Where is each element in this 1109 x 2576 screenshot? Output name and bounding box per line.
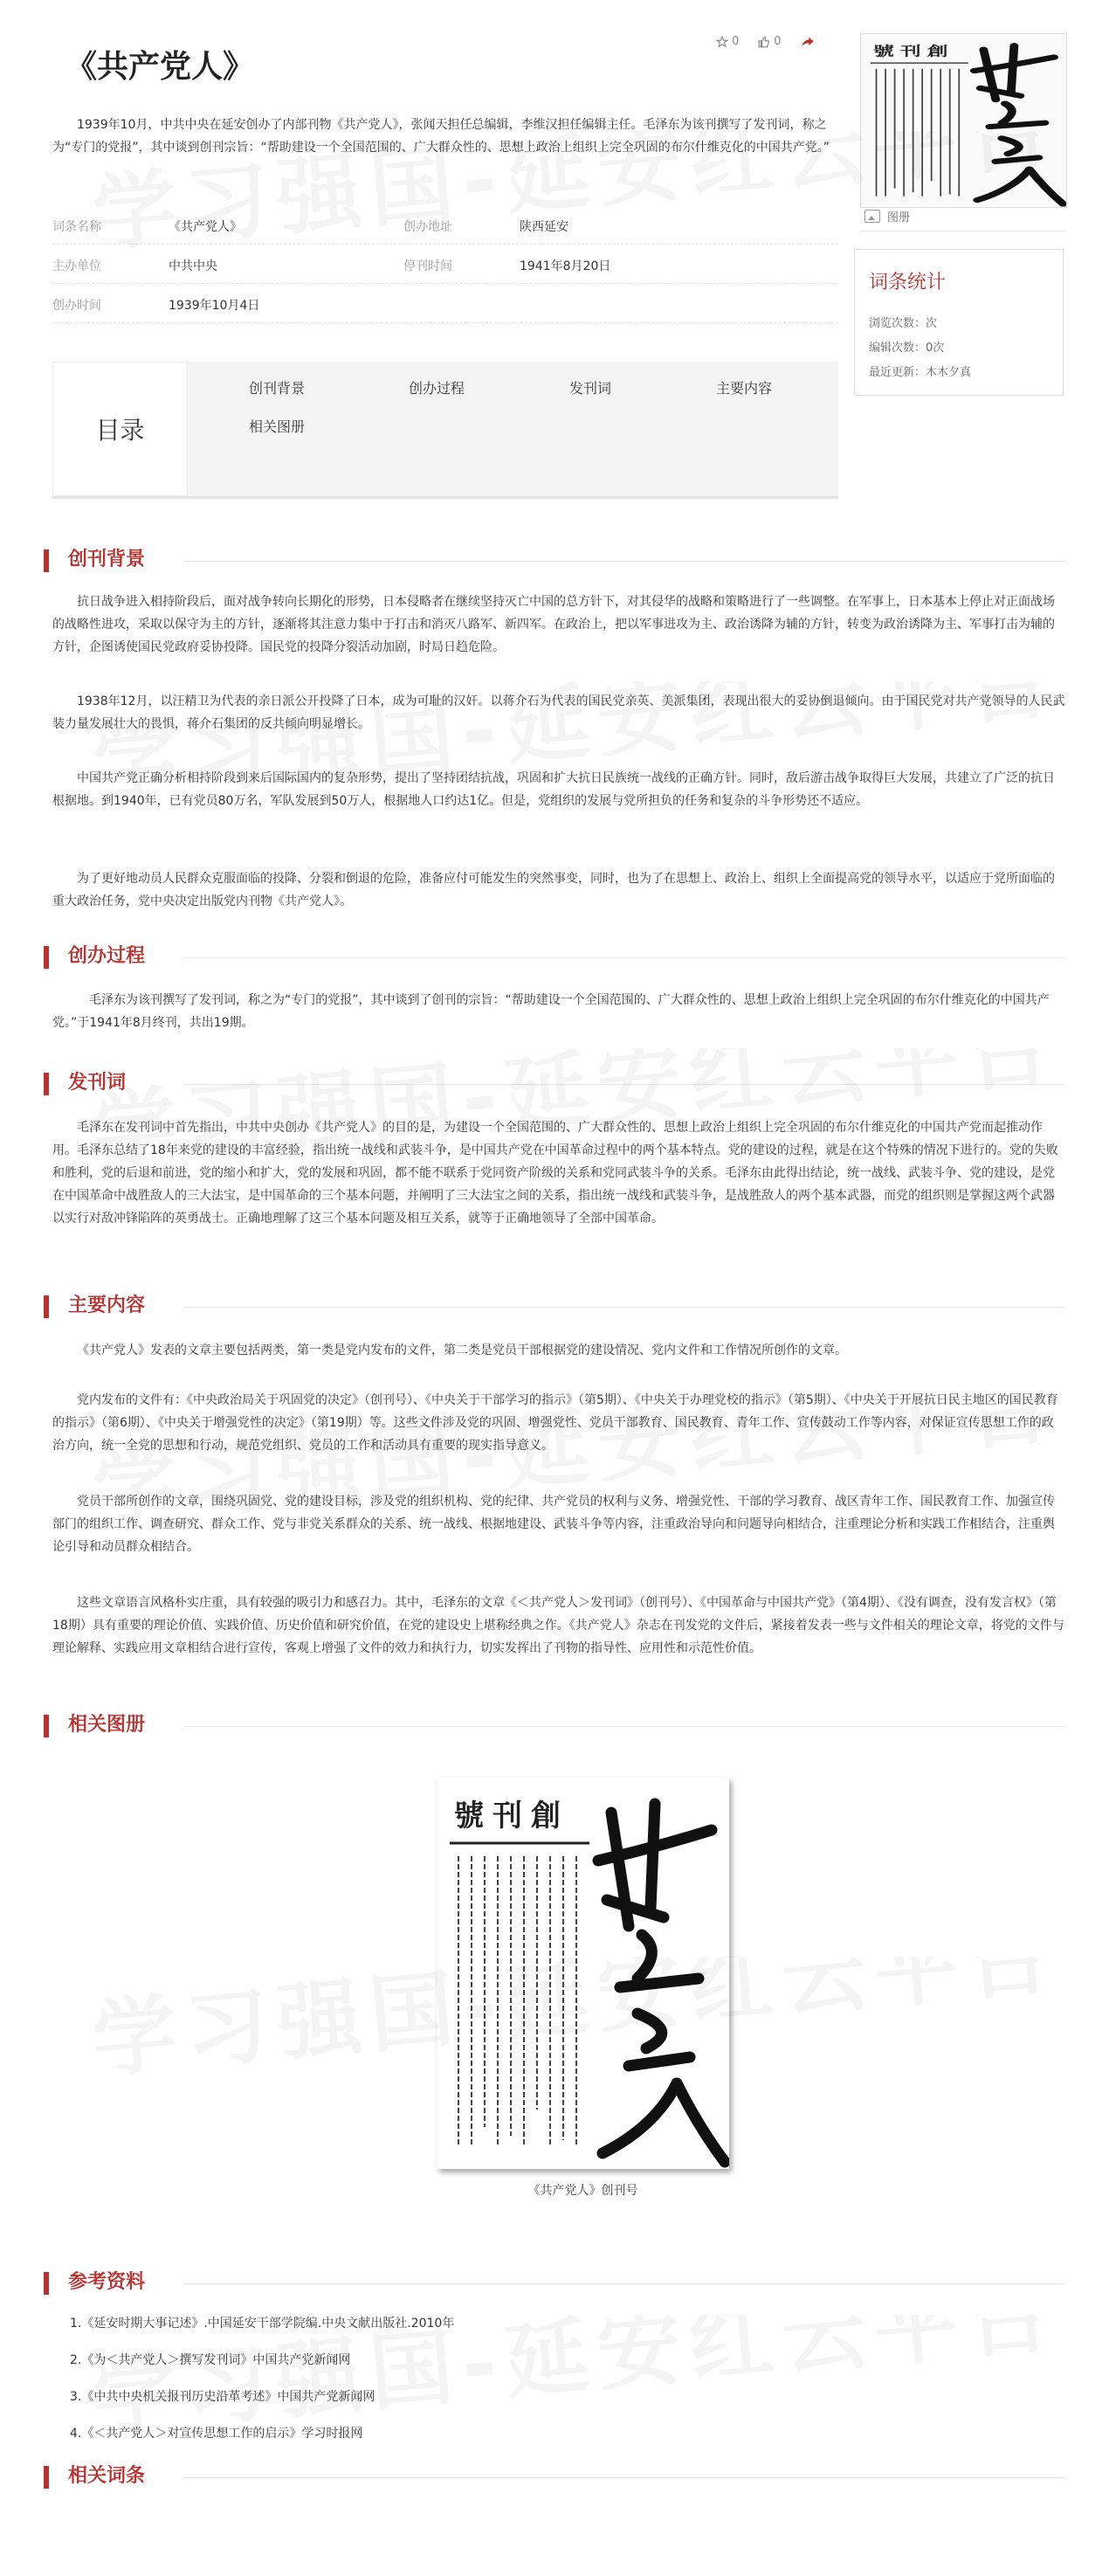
thumb-up-icon bbox=[758, 36, 770, 48]
section-heading-editorial bbox=[44, 1070, 1065, 1096]
section-heading-content bbox=[44, 1293, 1065, 1319]
share-icon bbox=[801, 36, 815, 48]
star-icon bbox=[716, 36, 728, 48]
edits-row bbox=[869, 336, 1049, 361]
section-title: 创刊背景 bbox=[68, 549, 146, 570]
info-value: 陕西延安 bbox=[520, 220, 568, 234]
share-button[interactable] bbox=[801, 36, 815, 48]
updated-label: 最近更新： bbox=[869, 366, 926, 379]
edits-value: 0次 bbox=[926, 342, 945, 355]
image-gallery-icon bbox=[864, 210, 880, 223]
section-heading-process bbox=[44, 943, 1065, 970]
views-row bbox=[869, 312, 1049, 336]
reference-item[interactable]: 1.《延安时期大事记述》.中国延安干部学院编.中央文献出版社.2010年 bbox=[70, 2317, 455, 2331]
views-value: 次 bbox=[926, 317, 938, 330]
entry-stats-panel bbox=[854, 249, 1064, 396]
gallery-image[interactable] bbox=[437, 1778, 729, 2169]
cover-image[interactable] bbox=[860, 33, 1067, 208]
info-value: 1939年10月4日 bbox=[169, 299, 260, 313]
views-label: 浏览次数： bbox=[869, 317, 926, 330]
info-value: 1941年8月20日 bbox=[520, 259, 611, 273]
info-row bbox=[52, 245, 838, 284]
info-key: 创办时间 bbox=[52, 299, 101, 313]
reference-item[interactable]: 4.《＜共产党人＞对宣传思想工作的启示》学习时报网 bbox=[70, 2427, 363, 2441]
gallery-link[interactable] bbox=[864, 208, 910, 224]
star-count: 0 bbox=[732, 35, 740, 48]
paragraph: 毛泽东在发刊词中首先指出，中共中央创办《共产党人》的目的是，为建设一个全国范围的、广大群众性的、思想上政治上组织上完全巩固的布尔什维克化的中国共产党而起推动作用。毛泽东总结了18年来党的建设的丰富经验，指出统一战线和武装斗争，是中国共产党在中国革命过程中的两个基本特点。党的建设的过程，就是在这个特殊的情况下进行的。党的失败和胜利，党的后退和前进，党的缩小和扩大，党的发展和巩固，都不能不联系于党同资产阶级的关系和党同武装斗争的关系。毛泽东由此得出结论，统一战线、武装斗争、党的建设，是党在中国革命中战胜敌人的三大法宝，是中国革命的三个基本问题，并阐明了三大法宝之间的关系，指出统一战线和武装斗争，是战胜敌人的两个基本武器，而党的组织则是掌握这两个武器以实行对敌冲锋陷阵的英勇战士。正确地理解了这三个基本问题及相互关系，就等于正确地领导了全部中国革命。 bbox=[52, 1121, 1058, 1226]
entry-toolbar bbox=[716, 35, 815, 48]
paragraph: 为了更好地动员人民群众克服面临的投降、分裂和倒退的危险，准备应付可能发生的突然事变，同时，也为了在思想上、政治上、组织上全面提高党的领导水平，以适应于党所面临的重大政治任务，党中央决定出版党内刊物《共产党人》。 bbox=[52, 872, 1055, 908]
section-heading-references bbox=[44, 2269, 1065, 2296]
toc-link-background[interactable]: 创刊背景 bbox=[249, 380, 306, 397]
paragraph: 中国共产党正确分析相持阶段到来后国际国内的复杂形势，提出了坚持团结抗战，巩固和扩大抗日民族统一战线的正确方针。同时，敌后游击战争取得巨大发展，共建立了广泛的抗日根据地。到1940年，已有党员80万名，军队发展到50万人，根据地人口约达1亿。但是，党组织的发展与党所担负的任务和复杂的斗争形势还不适应。 bbox=[52, 771, 1055, 808]
paragraph: 抗日战争进入相持阶段后，面对战争转向长期化的形势，日本侵略者在继续坚持灭亡中国的总方针下，对其侵华的战略和策略进行了一些调整。在军事上，日本基本上停止对正面战场的战略性进攻，采取以保守为主的方针，逐渐将其注意力集中于打击和消灭八路军、新四军。在政治上，把以军事进攻为主、政治诱降为辅的方针，转变为政治诱降为主、军事打击为辅的方针，企图诱使国民党政府妥协投降。国民党的投降分裂活动加剧，时局日趋危险。 bbox=[52, 595, 1055, 654]
figure-caption: 《共产党人》创刊号 bbox=[527, 2184, 638, 2198]
star-button[interactable] bbox=[716, 35, 739, 48]
reference-item[interactable]: 3.《中共中央机关报刊历史沿革考述》中国共产党新闻网 bbox=[70, 2390, 375, 2404]
paragraph: 1938年12月，以汪精卫为代表的亲日派公开投降了日本，成为可耻的汉奸。以蒋介石为代表的国民党亲英、美派集团，表现出很大的妥协倒退倾向。由于国民党对共产党领导的人民武装力量发展壮大的畏惧，蒋介石集团的反共倾向明显增长。 bbox=[52, 694, 1065, 731]
updated-row bbox=[869, 361, 1049, 385]
section-title: 参考资料 bbox=[68, 2271, 146, 2293]
info-row bbox=[52, 284, 838, 323]
section-title: 创办过程 bbox=[68, 945, 146, 967]
section-heading-related bbox=[44, 2463, 1065, 2490]
edits-label: 编辑次数： bbox=[869, 342, 926, 355]
toc-link-content[interactable]: 主要内容 bbox=[716, 380, 773, 397]
section-title: 主要内容 bbox=[68, 1295, 146, 1316]
info-value: 中共中央 bbox=[169, 259, 217, 273]
toc-link-gallery[interactable]: 相关图册 bbox=[249, 418, 306, 435]
paragraph: 党内发布的文件有：《中央政治局关于巩固党的决定》（创刊号）、《中央关于干部学习的指示》（第5期）、《中央关于办理党校的指示》（第5期）、《中央关于开展抗日民主地区的国民教育的指示》（第6期）、《中央关于增强党性的决定》（第19期）等。这些文件涉及党的巩固、增强党性、党员干部教育、国民教育、青年工作、宣传鼓动工作等内容，对保证宣传思想工作的政治方向，统一全党的思想和行动，规范党组织、党员的工作和活动具有重要的现实指导意义。 bbox=[52, 1393, 1058, 1453]
info-row bbox=[52, 205, 838, 245]
info-key: 创办地址 bbox=[403, 220, 452, 234]
page-title: 《共产党人》 bbox=[65, 48, 255, 85]
table-of-contents bbox=[52, 362, 838, 499]
toc-link-process[interactable]: 创办过程 bbox=[409, 380, 465, 397]
section-heading-background bbox=[44, 547, 1065, 573]
info-value: 《共产党人》 bbox=[169, 220, 242, 234]
stats-title: 词条统计 bbox=[869, 272, 947, 294]
like-count: 0 bbox=[774, 35, 782, 48]
info-key: 主办单位 bbox=[52, 259, 101, 273]
updated-value: 木木夕真 bbox=[926, 366, 972, 379]
info-key: 词条名称 bbox=[52, 220, 101, 234]
infobox bbox=[52, 205, 838, 323]
cover-header-text: 號刊創 bbox=[873, 42, 954, 59]
paragraph: 毛泽东为该刊撰写了发刊词，称之为“专门的党报”，其中谈到了创刊的宗旨：“帮助建设一个全国范围的、广大群众性的、思想上政治上组织上完全巩固的布尔什维克化的中国共产党。”于1941年8月终刊，共出19期。 bbox=[52, 993, 1050, 1030]
section-title: 相关图册 bbox=[68, 1714, 146, 1736]
paragraph: 这些文章语言风格朴实庄重，具有较强的吸引力和感召力。其中，毛泽东的文章《＜共产党人＞发刊词》（创刊号）、《中国革命与中国共产党》（第4期）、《没有调查，没有发言权》（第18期）具有重要的理论价值、实践价值、历史价值和研究价值，在党的建设史上堪称经典之作。《共产党人》杂志在刊发党的文件后，紧接着发表一些与文件相关的理论文章，将党的文件与理论解释、实践应用文章相结合进行宣传，客观上增强了文件的效力和执行力，切实发挥出了刊物的指导性、应用性和示范性价值。 bbox=[52, 1596, 1064, 1655]
gallery-label: 图册 bbox=[887, 211, 911, 224]
reference-item[interactable]: 2.《为＜共产党人＞撰写发刊词》中国共产党新闻网 bbox=[70, 2353, 351, 2367]
toc-link-editorial[interactable]: 发刊词 bbox=[569, 380, 612, 397]
info-key: 停刊时间 bbox=[403, 259, 452, 273]
section-title: 发刊词 bbox=[68, 1072, 127, 1094]
section-heading-gallery bbox=[44, 1712, 1065, 1738]
section-title: 相关词条 bbox=[68, 2465, 146, 2487]
like-button[interactable] bbox=[758, 35, 781, 48]
intro-summary: 1939年10月，中共中央在延安创办了内部刊物《共产党人》，张闻天担任总编辑，李维汉担任编辑主任。毛泽东为该刊撰写了发刊词，称之为“专门的党报”，其中谈到创刊宗旨：“帮助建设一个全国范围的、广大群众性的、思想上政治上组织上完全巩固的布尔什维克化的中国共产党。” bbox=[52, 118, 830, 155]
cover-header-text: 號刊創 bbox=[454, 1799, 569, 1834]
paragraph: 《共产党人》发表的文章主要包括两类，第一类是党内发布的文件，第二类是党员干部根据党的建设情况、党内文件和工作情况所创作的文章。 bbox=[77, 1343, 847, 1357]
paragraph: 党员干部所创作的文章，围绕巩固党、党的建设目标，涉及党的组织机构、党的纪律、共产党员的权利与义务、增强党性、干部的学习教育、战区青年工作、国民教育工作、加强宣传部门的组织工作、调查研究、群众工作、党与非党关系群众的关系、统一战线、根据地建设、武装斗争等内容，注重政治导向和问题导向相结合，注重理论分析和实践工作相结合，注重舆论引导和动员群众相结合。 bbox=[52, 1495, 1055, 1554]
toc-title: 目录 bbox=[52, 362, 188, 496]
